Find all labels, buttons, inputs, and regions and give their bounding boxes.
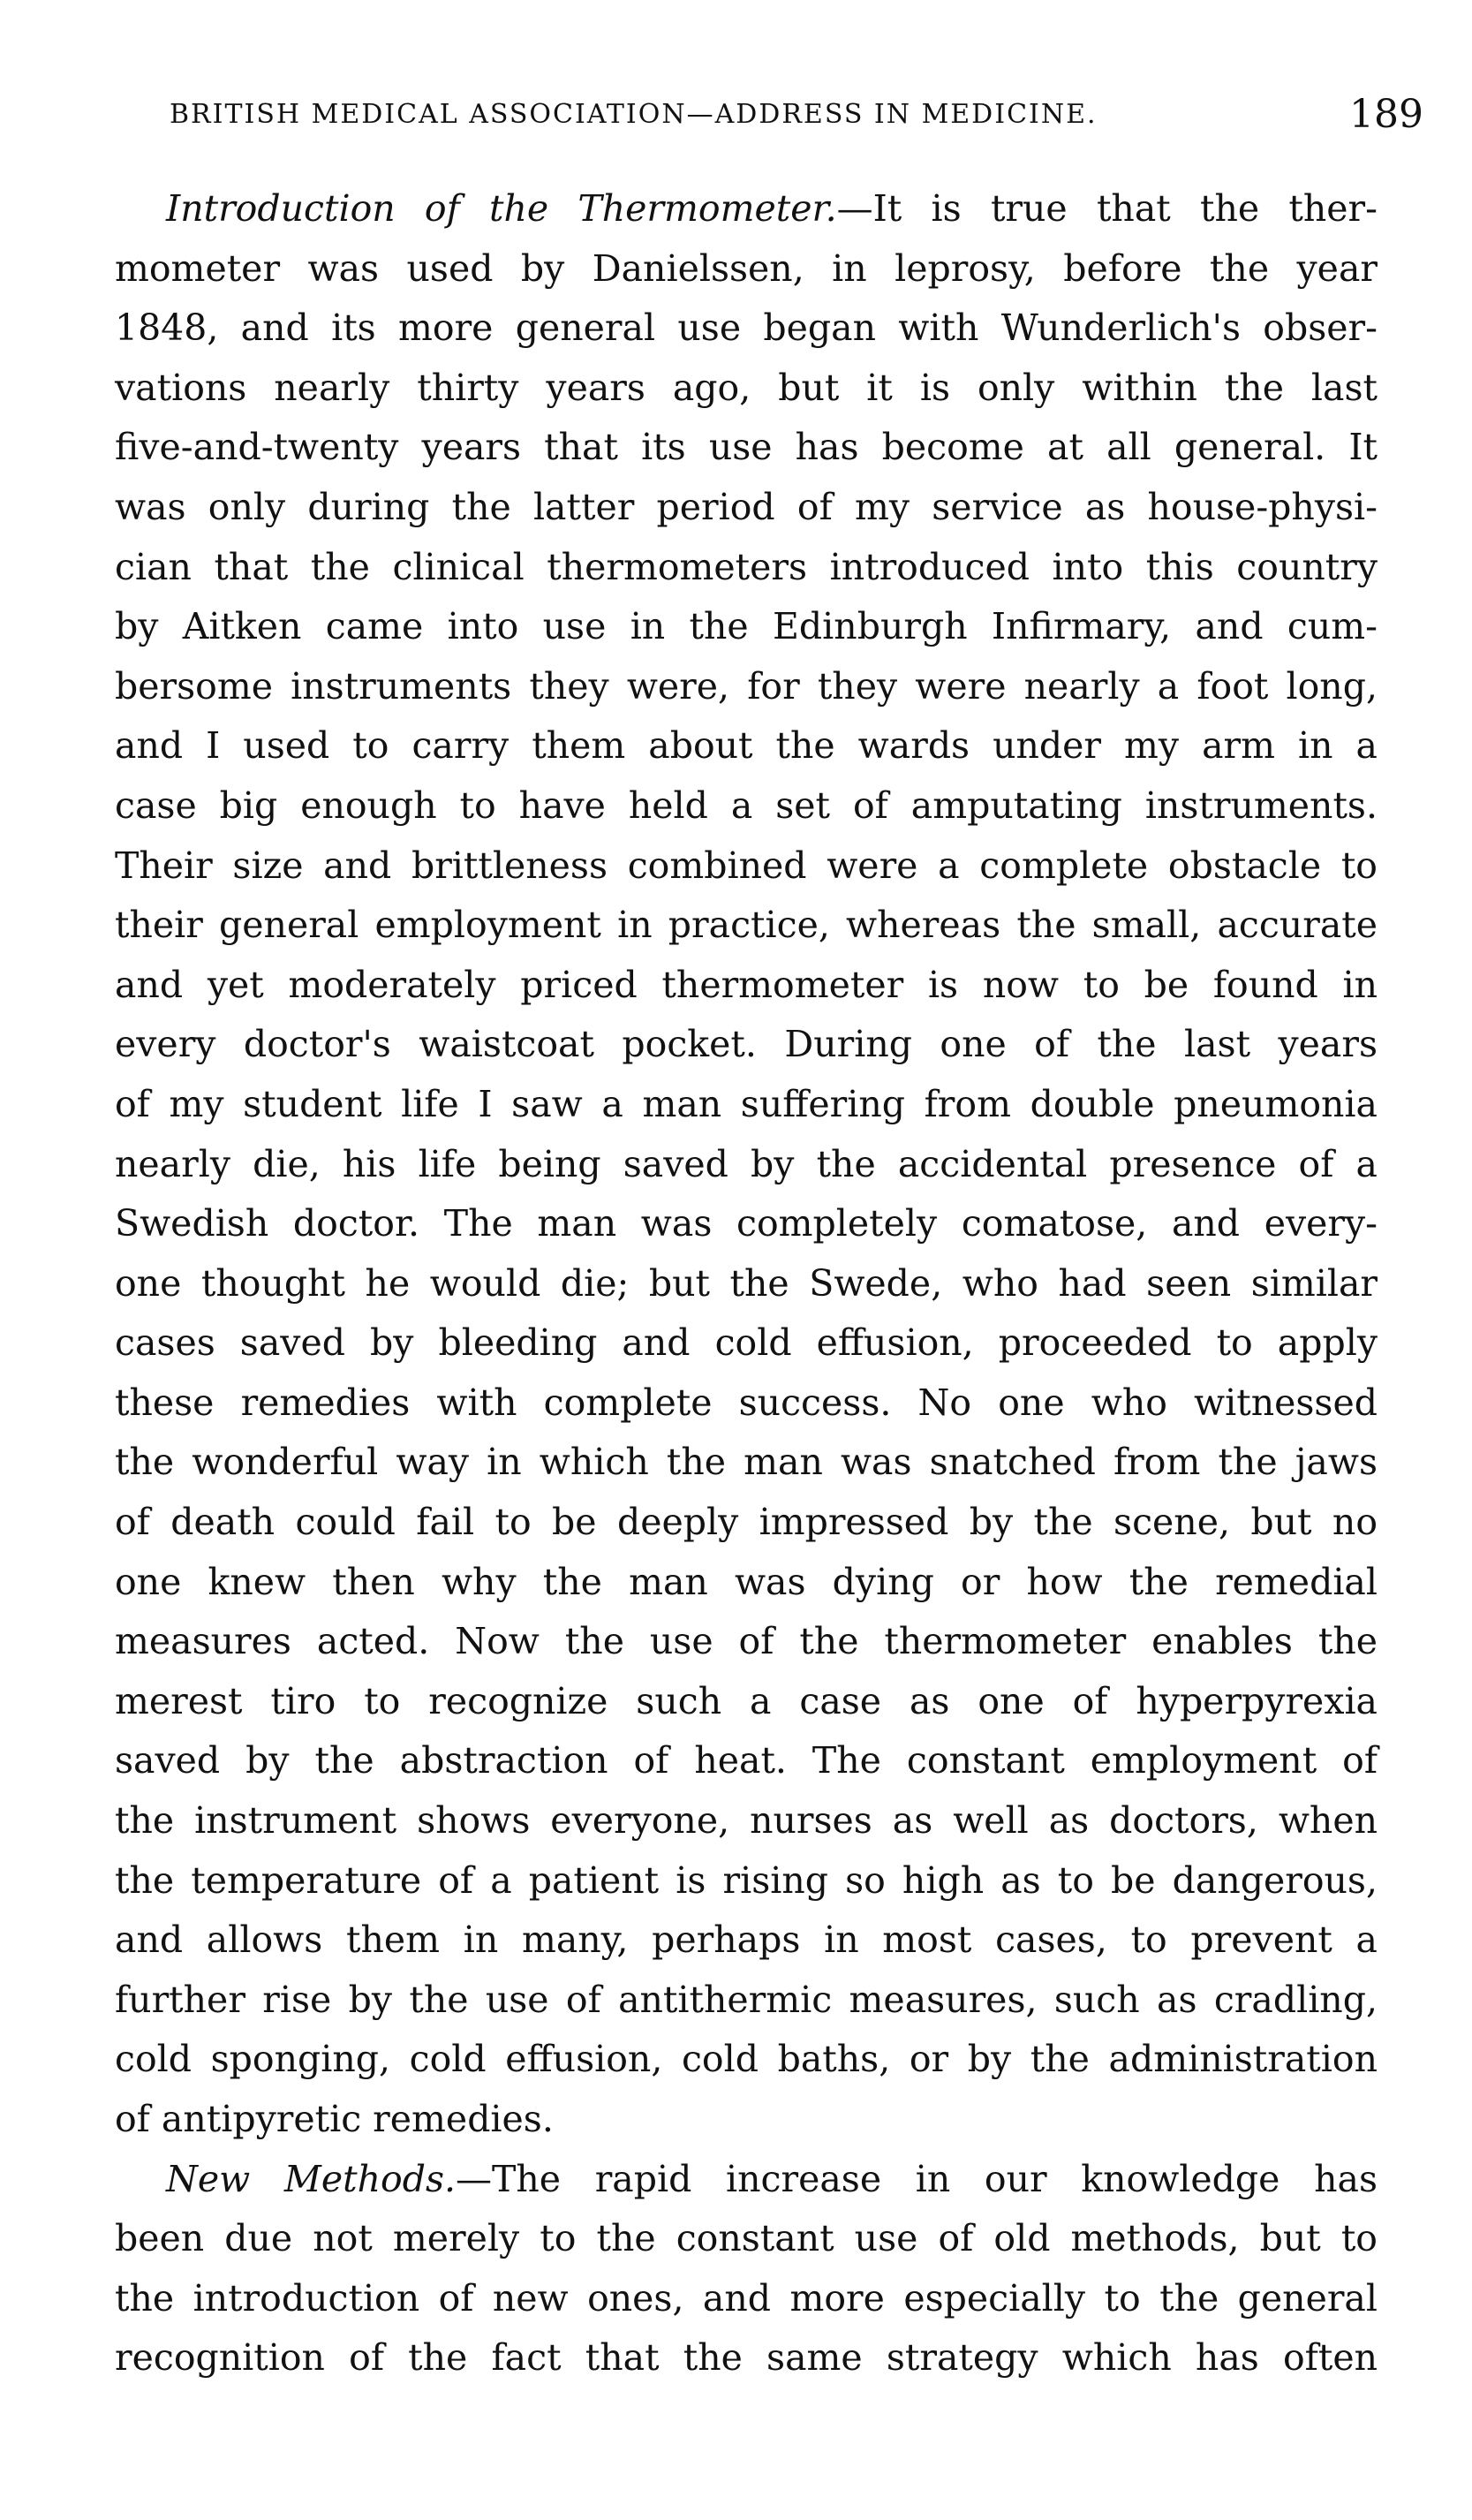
text-line: 1848, and its more general use began with Wunderlich's obser- (115, 306, 1378, 350)
text-line: recognition of the fact that the same strategy which has often (115, 2336, 1378, 2380)
text-line: bersome instruments they were, for they were nearly a foot long, (115, 664, 1378, 708)
text-line: been due not merely to the constant use of old methods, but to (115, 2217, 1378, 2260)
text-line: five-and-twenty years that its use has become at all general. It (115, 426, 1378, 469)
text-line: and allows them in many, perhaps in most cases, to prevent a (115, 1918, 1378, 1962)
running-head (170, 88, 1423, 141)
text-line: mometer was used by Danielssen, in leprosy, before the year (115, 246, 1378, 290)
text-line: the introduction of new ones, and more especially to the general (115, 2276, 1378, 2319)
text-line: one thought he would die; but the Swede, who had seen similar (115, 1261, 1378, 1305)
paragraph-heading-thermometer: Introduction of the Thermometer. (166, 187, 837, 230)
text-line: one knew then why the man was dying or how the remedial (115, 1560, 1378, 1603)
text-line: of death could fail to be deeply impressed by the scene, but no (115, 1501, 1378, 1544)
text-line: of antipyretic remedies. (115, 2098, 554, 2140)
text-line: these remedies with complete success. No one who witnessed (115, 1381, 1378, 1424)
paragraph-1-first-line (115, 179, 1378, 239)
text-line: vations nearly thirty years ago, but it is only within the last (115, 366, 1378, 409)
page-number: 189 (1349, 92, 1423, 137)
text-line: every doctor's waistcoat pocket. During one of the last years (115, 1023, 1378, 1066)
text-line: by Aitken came into use in the Edinburgh Infirmary, and cum- (115, 605, 1378, 648)
text-line: cian that the clinical thermometers introduced into this country (115, 545, 1378, 588)
text-line: and yet moderately priced thermometer is now to be found in (115, 963, 1378, 1006)
text-line: the temperature of a patient is rising so high as to be dangerous, (115, 1858, 1378, 1902)
body-text (115, 179, 1378, 2388)
paragraph-1-first-line-text: —It is true that the ther- (836, 187, 1378, 230)
paragraph-2-first-line-text: —The rapid increase in our knowledge has (456, 2157, 1378, 2200)
text-line: cases saved by bleeding and cold effusion, proceeded to apply (115, 1321, 1378, 1365)
text-line: the wonderful way in which the man was snatched from the jaws (115, 1441, 1378, 1484)
running-title: BRITISH MEDICAL ASSOCIATION—ADDRESS IN MEDICINE. (170, 99, 1098, 130)
text-line: Their size and brittleness combined were a complete obstacle to (115, 844, 1378, 887)
text-line: further rise by the use of antithermic measures, such as cradling, (115, 1978, 1378, 2021)
text-line: cold sponging, cold effusion, cold baths, or by the administration (115, 2038, 1378, 2081)
text-line: their general employment in practice, whereas the small, accurate (115, 904, 1378, 947)
text-line: and I used to carry them about the wards under my arm in a (115, 724, 1378, 768)
text-line: measures acted. Now the use of the thermometer enables the (115, 1620, 1378, 1663)
text-line: Swedish doctor. The man was completely comatose, and every- (115, 1202, 1378, 1245)
text-line: the instrument shows everyone, nurses as well as doctors, when (115, 1799, 1378, 1843)
text-line: merest tiro to recognize such a case as one of hyperpyrexia (115, 1679, 1378, 1722)
paragraph-heading-new-methods: New Methods. (166, 2157, 457, 2200)
text-line: nearly die, his life being saved by the accidental presence of a (115, 1142, 1378, 1185)
text-line: case big enough to have held a set of amputating instruments. (115, 783, 1378, 827)
paragraph-2-first-line (115, 2150, 1378, 2210)
text-line: saved by the abstraction of heat. The constant employment of (115, 1739, 1378, 1782)
text-line: of my student life I saw a man suffering from double pneumonia (115, 1082, 1378, 1125)
text-line: was only during the latter period of my service as house-physi- (115, 485, 1378, 528)
